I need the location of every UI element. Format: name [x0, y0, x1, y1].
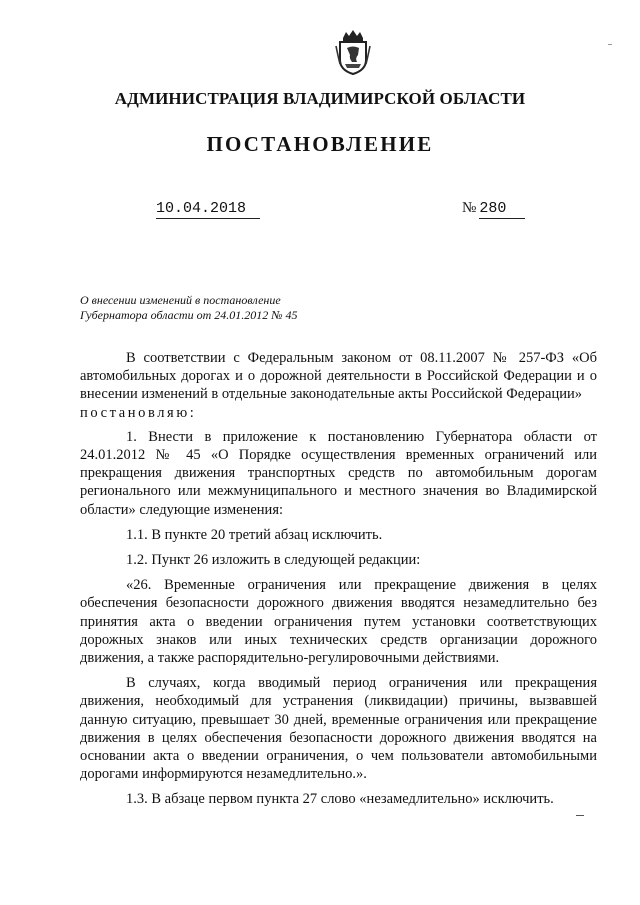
- number-sign: №: [462, 200, 477, 216]
- item-1-paragraph: 1. Внести в приложение к постановлению Губернатора области от 24.01.2012 № 45 «О Порядке осуществления временных ограничений или прекращения движения транспортных средств по автомобильным дорогам регионального или межмуниципального и местного значения во Владимирской области» следующие изменения:: [80, 428, 597, 518]
- item-1-3-paragraph: 1.3. В абзаце первом пункта 27 слово «незамедлительно» исключить.: [126, 791, 554, 808]
- coat-of-arms-icon: [333, 28, 373, 76]
- document-subject: [80, 293, 298, 323]
- document-type-title: ПОСТАНОВЛЕНИЕ: [206, 132, 434, 156]
- preamble-text: В соответствии с Федеральным законом от 08.11.2007 № 257-ФЗ «Об автомобильных дорогах и о дорожной деятельности в Российской Федерации и о внесении изменений в отдельные законодательные акты Российской Федерации»: [80, 350, 597, 403]
- item-1-1-paragraph: 1.1. В пункте 20 третий абзац исключить.: [126, 526, 383, 543]
- resolves-word: постановляю:: [80, 404, 197, 421]
- document-date: 10.04.2018: [156, 200, 260, 219]
- scan-mark: [608, 44, 612, 45]
- document-number: [462, 200, 525, 219]
- quote-paragraph-2: В случаях, когда вводимый период ограничения или прекращения движения, необходимый для устранения (ликвидации) причины, вызвавшей данную ситуацию, превышает 30 дней, временные ограничения или прекращение движения в целях обеспечения безопасности дорожного движения вводятся на основании акта о введении ограничения, о чем пользователи автомобильными дорогами информируются незамедлительно.».: [80, 675, 597, 783]
- organization-title: АДМИНИСТРАЦИЯ ВЛАДИМИРСКОЙ ОБЛАСТИ: [114, 89, 526, 108]
- item-1-2-paragraph: 1.2. Пункт 26 изложить в следующей редакции:: [126, 552, 421, 569]
- subject-line-2: Губернатора области от 24.01.2012 № 45: [80, 308, 298, 322]
- subject-line-1: О внесении изменений в постановление: [80, 293, 281, 307]
- document-body: [80, 349, 597, 816]
- preamble-paragraph: [80, 349, 597, 422]
- number-value: 280: [479, 200, 525, 219]
- quote-paragraph-1: «26. Временные ограничения или прекращение движения в целях обеспечения безопасности дорожного движения вводятся незамедлительно без принятия акта о введении ограничения путем установки соответствующих дорожных знаков или иных технических средств организации дорожного движения, а также распорядительно-регулировочными действиями.: [80, 577, 597, 667]
- footer-dash: [576, 815, 584, 816]
